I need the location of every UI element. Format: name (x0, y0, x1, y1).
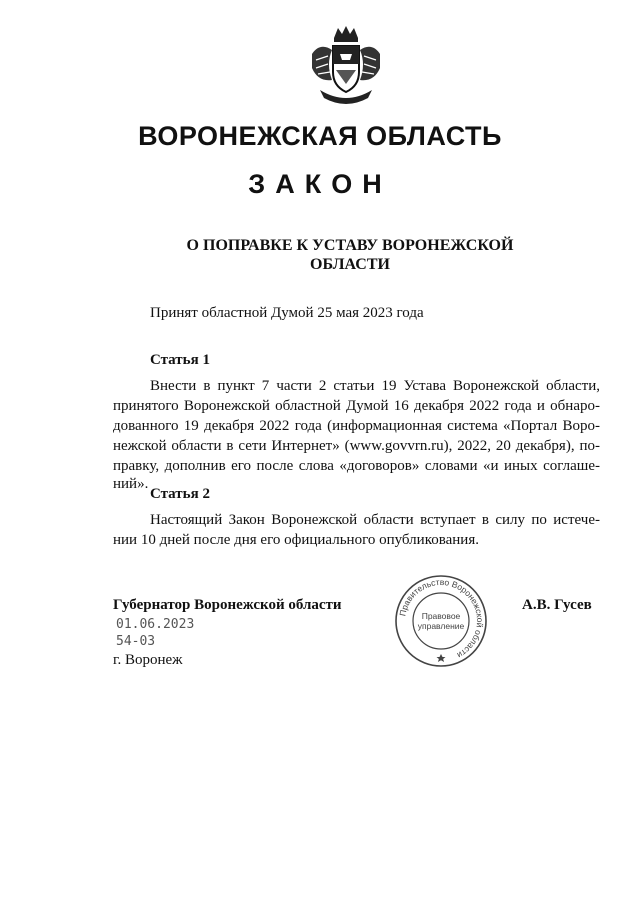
registration-number: 54-03 (116, 634, 156, 649)
article-1-line: ний». (113, 476, 149, 492)
law-title (150, 236, 550, 274)
article-2-line: Настоящий Закон Воронежской области вступает в силу по истече- (150, 512, 600, 528)
article-2-line: нии 10 дней после дня его официального опубликования. (113, 532, 479, 548)
article-1-line: Внести в пункт 7 части 2 статьи 19 Устава Воронежской области, (150, 378, 600, 394)
legal-department-seal-icon (394, 574, 488, 668)
seal-inner-line-2: управление (417, 621, 465, 631)
signing-city: г. Воронеж (113, 652, 183, 668)
article-2-heading: Статья 2 (150, 486, 210, 502)
document-type: ЗАКОН (248, 169, 392, 199)
law-title-line-2: ОБЛАСТИ (310, 256, 390, 273)
signatory-position: Губернатор Воронежской области (113, 597, 342, 613)
seal-outer-text: Правительство Воронежской области (397, 576, 486, 661)
law-title-line-1: О ПОПРАВКЕ К УСТАВУ ВОРОНЕЖСКОЙ (186, 237, 514, 254)
region-name: ВОРОНЕЖСКАЯ ОБЛАСТЬ (138, 121, 502, 151)
article-1-line: принятого Воронежской областной Думой 16 декабря 2022 года и обнаро- (113, 398, 600, 414)
article-1-heading: Статья 1 (150, 352, 210, 368)
article-1-line: дованного 19 декабря 2022 года (информационная система «Портал Воро- (113, 418, 600, 434)
article-1-line: нежской области в сети Интернет» (www.govvrn.ru), 2022, 20 декабря), по- (113, 438, 600, 454)
coat-of-arms-icon (306, 24, 386, 110)
adoption-note: Принят областной Думой 25 мая 2023 года (150, 305, 424, 321)
signatory-name: А.В. Гусев (522, 597, 592, 613)
seal-inner-line-1: Правовое (421, 611, 461, 621)
registration-date: 01.06.2023 (116, 617, 195, 632)
article-1-line: правку, дополнив его после слова «договоров» словами «и иных соглаше- (113, 458, 600, 474)
